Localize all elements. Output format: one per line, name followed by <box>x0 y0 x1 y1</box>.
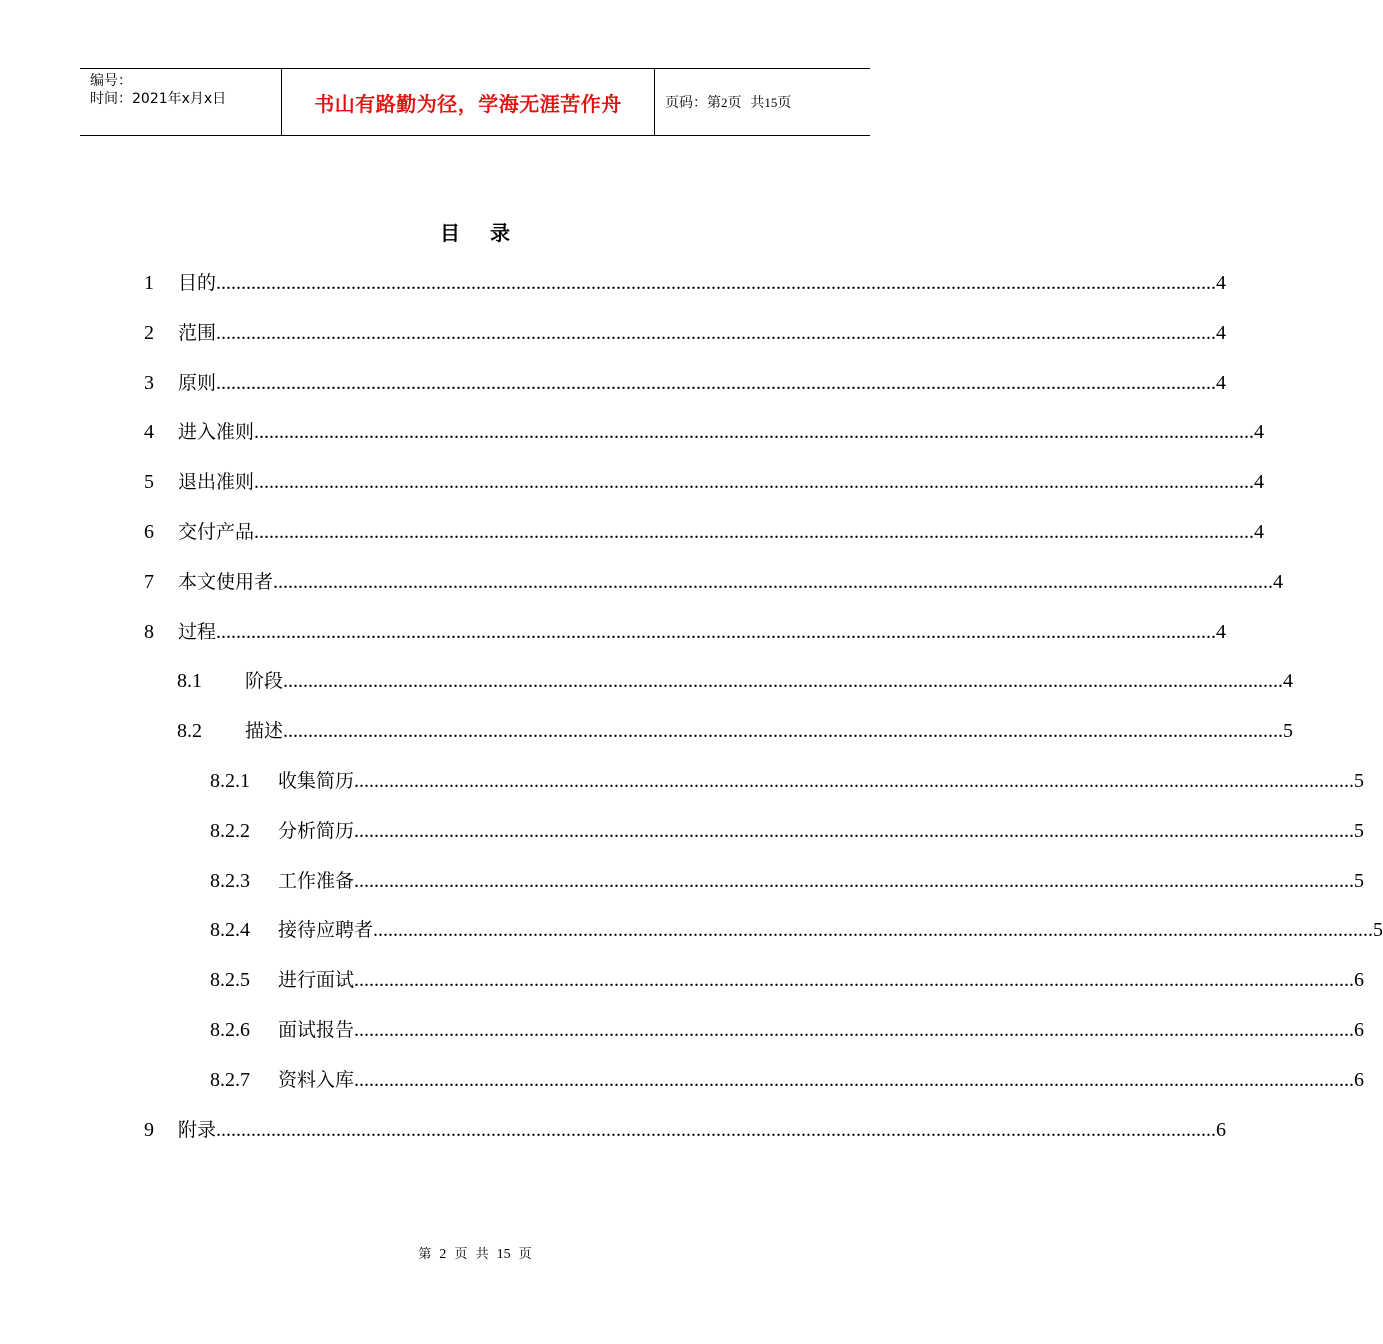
footer-suffix: 页 <box>518 1247 532 1262</box>
toc-entry-title: 退出准则 <box>178 471 255 493</box>
toc-entry[interactable] <box>177 718 1294 744</box>
toc-dot-leader: ........................................................................................................................................................................................................ <box>216 372 1217 394</box>
toc-entry[interactable] <box>210 818 1365 844</box>
toc-dot-leader: ........................................................................................................................................................................................................ <box>354 1069 1355 1091</box>
toc-entry[interactable] <box>144 519 1265 545</box>
toc-dot-leader: ........................................................................................................................................................................................................ <box>254 521 1255 543</box>
toc-entry-title: 工作准备 <box>278 870 355 892</box>
toc-entry-number: 8.2.4 <box>210 919 250 941</box>
toc-entry[interactable] <box>144 1117 1227 1143</box>
toc-entry-page: 6 <box>1354 1019 1365 1041</box>
toc-dot-leader: ........................................................................................................................................................................................................ <box>216 322 1217 344</box>
toc-dot-leader: ........................................................................................................................................................................................................ <box>273 571 1274 593</box>
toc-entry-page: 4 <box>1254 471 1265 493</box>
toc-entry-number: 8.2.5 <box>210 969 250 991</box>
toc-title-char-1: 目 <box>440 221 460 245</box>
toc-entry-page: 5 <box>1373 919 1383 941</box>
toc-dot-leader: ........................................................................................................................................................................................................ <box>216 621 1217 643</box>
toc-entry-page: 6 <box>1216 1119 1227 1141</box>
toc-entry-title: 描述 <box>245 720 284 742</box>
toc-entry[interactable] <box>144 619 1227 645</box>
header-page-cell <box>655 69 870 135</box>
footer-prefix: 第 <box>418 1247 432 1262</box>
toc-entry-title: 原则 <box>178 372 217 394</box>
toc-entry-number: 8.2.2 <box>210 820 250 842</box>
toc-entry-title: 本文使用者 <box>178 571 274 593</box>
toc-entry-title: 交付产品 <box>178 521 255 543</box>
toc-entry[interactable] <box>177 668 1294 694</box>
toc-entry[interactable] <box>210 917 1383 943</box>
toc-dot-leader: ........................................................................................................................................................................................................ <box>354 1019 1355 1041</box>
toc-entry-title: 进行面试 <box>278 969 355 991</box>
toc-dot-leader: ........................................................................................................................................................................................................ <box>283 720 1284 742</box>
toc-entry-page: 5 <box>1354 770 1365 792</box>
footer-mid: 页 共 <box>454 1247 489 1262</box>
toc-entry-page: 4 <box>1216 621 1227 643</box>
toc-dot-leader: ........................................................................................................................................................................................................ <box>216 1119 1217 1141</box>
document-number-label: 编号： <box>90 73 132 89</box>
toc-entry-number: 8.2 <box>177 720 202 742</box>
toc-entry-title: 分析简历 <box>278 820 355 842</box>
toc-entry-page: 5 <box>1354 820 1365 842</box>
toc-entry-page: 5 <box>1354 870 1365 892</box>
toc-entry-title: 面试报告 <box>278 1019 355 1041</box>
toc-entry-number: 8.2.7 <box>210 1069 250 1091</box>
toc-entry[interactable] <box>144 270 1227 296</box>
header-motto: 书山有路勤为径，学海无涯苦作舟 <box>314 91 622 116</box>
toc-entry-page: 4 <box>1216 272 1227 294</box>
toc-entry[interactable] <box>210 768 1365 794</box>
toc-entry-number: 8.2.6 <box>210 1019 250 1041</box>
footer-page-total: 15 <box>496 1247 511 1262</box>
toc-entry-title: 进入准则 <box>178 421 255 443</box>
toc-entry[interactable] <box>210 1017 1365 1043</box>
toc-entry[interactable] <box>144 370 1227 396</box>
toc-dot-leader: ........................................................................................................................................................................................................ <box>254 471 1255 493</box>
toc-entry-number: 6 <box>144 521 154 543</box>
toc-dot-leader: ........................................................................................................................................................................................................ <box>354 969 1355 991</box>
toc-entry-page: 4 <box>1283 670 1294 692</box>
toc-entry[interactable] <box>144 419 1265 445</box>
toc-entry-title: 附录 <box>178 1119 217 1141</box>
toc-entry-number: 8 <box>144 621 154 643</box>
toc-entry[interactable] <box>210 967 1365 993</box>
toc-entry-title: 接待应聘者 <box>278 919 374 941</box>
document-time-label: 时间：2021年x月x日 <box>90 91 227 107</box>
toc-entry-number: 1 <box>144 272 154 294</box>
toc-entry-number: 5 <box>144 471 154 493</box>
toc-entry[interactable] <box>144 469 1265 495</box>
header-page-info <box>665 92 791 112</box>
header-page-current: 2 <box>721 95 728 110</box>
toc-entry-number: 8.2.3 <box>210 870 250 892</box>
toc-entry-number: 8.1 <box>177 670 202 692</box>
toc-entry-page: 4 <box>1216 372 1227 394</box>
page-footer <box>0 1246 950 1264</box>
footer-page-current: 2 <box>439 1247 447 1262</box>
toc-entry[interactable] <box>144 320 1227 346</box>
header-page-label: 页码：第 <box>665 95 721 111</box>
toc-entry-title: 收集简历 <box>278 770 355 792</box>
toc-dot-leader: ........................................................................................................................................................................................................ <box>373 919 1374 941</box>
toc-entry-page: 4 <box>1216 322 1227 344</box>
toc-dot-leader: ........................................................................................................................................................................................................ <box>216 272 1217 294</box>
toc-entry-number: 2 <box>144 322 154 344</box>
toc-entry-page: 4 <box>1273 571 1284 593</box>
header-page-mid: 页 共 <box>727 95 765 111</box>
toc-entry-title: 过程 <box>178 621 217 643</box>
toc-dot-leader: ........................................................................................................................................................................................................ <box>254 421 1255 443</box>
toc-entry-title: 范围 <box>178 322 217 344</box>
toc-entry[interactable] <box>210 1067 1365 1093</box>
toc-entry-title: 目的 <box>178 272 217 294</box>
toc-entry-number: 7 <box>144 571 154 593</box>
toc-title <box>0 220 950 246</box>
toc-entry-page: 6 <box>1354 969 1365 991</box>
toc-entry-title: 阶段 <box>245 670 284 692</box>
toc-entry[interactable] <box>210 868 1365 894</box>
toc-dot-leader: ........................................................................................................................................................................................................ <box>283 670 1284 692</box>
toc-dot-leader: ........................................................................................................................................................................................................ <box>354 870 1355 892</box>
toc-entry-number: 4 <box>144 421 154 443</box>
header-page-suffix: 页 <box>777 95 792 111</box>
toc-title-char-2: 录 <box>490 221 510 245</box>
toc-entry-page: 5 <box>1283 720 1294 742</box>
toc-entry-number: 9 <box>144 1119 154 1141</box>
toc-entry-title: 资料入库 <box>278 1069 355 1091</box>
header-page-total: 15 <box>764 95 778 110</box>
toc-dot-leader: ........................................................................................................................................................................................................ <box>354 770 1355 792</box>
toc-dot-leader: ........................................................................................................................................................................................................ <box>354 820 1355 842</box>
header-motto-cell <box>281 69 655 135</box>
toc-entry[interactable] <box>144 569 1284 595</box>
toc-entry-number: 8.2.1 <box>210 770 250 792</box>
toc-entry-number: 3 <box>144 372 154 394</box>
header-meta-cell <box>80 69 281 135</box>
toc-entry-page: 4 <box>1254 521 1265 543</box>
page-header <box>80 68 870 136</box>
toc-entry-page: 4 <box>1254 421 1265 443</box>
toc-entry-page: 6 <box>1354 1069 1365 1091</box>
